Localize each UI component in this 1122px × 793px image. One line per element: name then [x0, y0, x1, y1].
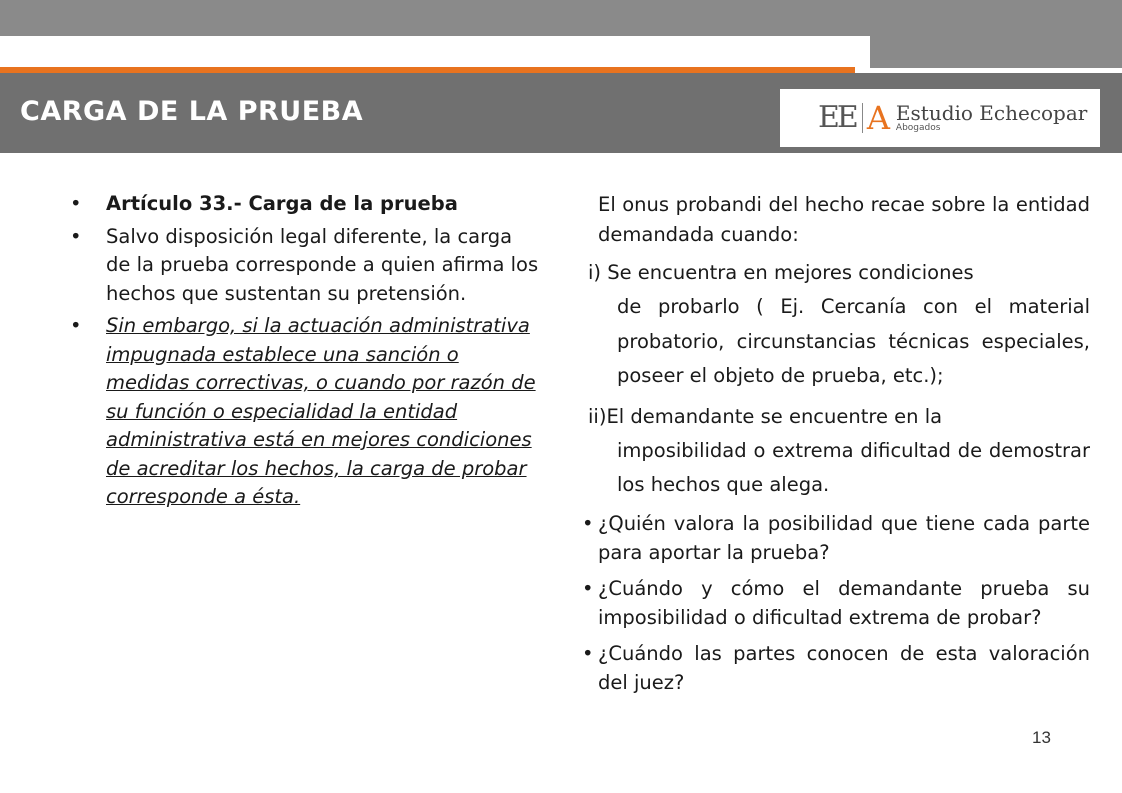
logo-separator — [862, 103, 863, 133]
list-item: • ¿Cuándo y cómo el demandante prueba su imposibilidad o dificultad extrema de probar? — [580, 574, 1090, 632]
top-right-gray-block — [870, 36, 1122, 68]
slide-title: CARGA DE LA PRUEBA — [20, 96, 364, 127]
condition-2-body: imposibilidad o extrema dificultad de demostrar los hechos que alega. — [617, 438, 1090, 496]
condition-1-body: de probarlo ( Ej. Cercanía con el material probatorio, circunstancias técnicas especiales, poseer el objeto de prueba, etc.); — [617, 295, 1090, 387]
article-heading: • Artículo 33.- Carga de la prueba — [106, 192, 458, 215]
onus-intro: El onus probandi del hecho recae sobre la entidad demandada cuando: — [598, 193, 1090, 246]
logo-mark: EE — [818, 100, 856, 135]
list-item — [70, 223, 540, 309]
list-item: • ¿Cuándo las partes conocen de esta valoración del juez? — [580, 639, 1090, 697]
right-column — [580, 190, 1090, 704]
list-item: • ¿Quién valora la posibilidad que tiene cada parte para aportar la prueba? — [580, 509, 1090, 567]
condition-1-head: i) Se encuentra en mejores condiciones — [588, 261, 974, 284]
logo-letter: A — [866, 99, 890, 137]
article-list — [70, 190, 540, 512]
article-exception: • Sin embargo, si la actuación administrativa impugnada establece una sanción o medidas correctivas, o cuando por razón de su función o especialidad la entidad administrativa está en mejores condiciones de acreditar los hechos, la carga de probar corresponde a ésta. — [106, 314, 536, 508]
top-gray-bar — [0, 0, 1122, 36]
firm-logo — [780, 89, 1100, 147]
logo-name: Estudio Echecopar — [895, 100, 1088, 125]
condition-2-head: ii)El demandante se encuentre en la — [588, 404, 943, 428]
list-item — [70, 312, 540, 512]
page-number: 13 — [1032, 728, 1051, 747]
logo-text — [895, 100, 1088, 134]
questions-list — [580, 509, 1090, 697]
top-white-band — [0, 36, 870, 66]
list-item — [70, 190, 540, 219]
article-paragraph: • Salvo disposición legal diferente, la carga de la prueba corresponde a quien afirma los hechos que sustentan su pretensión. — [106, 224, 539, 305]
left-column — [70, 190, 540, 516]
logo-subtitle: Abogados — [895, 122, 941, 133]
